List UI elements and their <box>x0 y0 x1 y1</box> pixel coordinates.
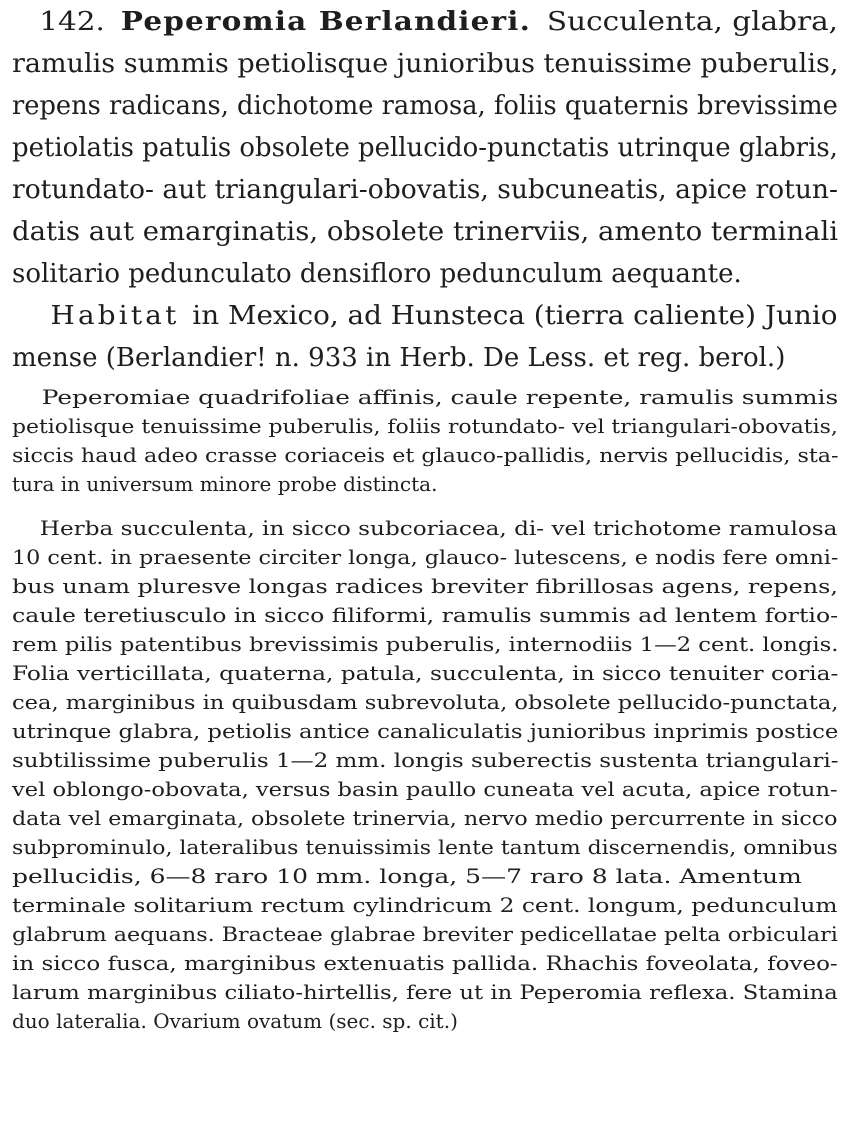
species-name: Peperomia Berlandieri. <box>120 7 531 37</box>
description-line-9: subtilissime puberulis 1—2 mm. longis suberectis sustenta triangulari- <box>12 748 839 772</box>
habitat-line-1 <box>12 296 837 336</box>
diagnosis-line-6: datis aut emarginatis, obsolete trinerviis, amento terminali <box>12 217 839 247</box>
habitat-label: Habitat <box>50 301 180 331</box>
affinity-line-4: tura in universum minore probe distincta. <box>12 472 438 496</box>
diagnosis-line-7: solitario pedunculato densifloro pedunculum aequante. <box>12 259 742 289</box>
diagnosis-text: Succulenta, glabra, <box>546 7 839 37</box>
affinity-line-2: petiolisque tenuissime puberulis, foliis rotundato- vel triangulari-obovatis, <box>12 414 838 438</box>
description-line-12: subprominulo, lateralibus tenuissimis lente tantum discernendis, omnibus <box>12 835 838 859</box>
description-line-2: 10 cent. in praesente circiter longa, glauco- lutescens, e nodis fere omni- <box>12 545 839 569</box>
description-line-5: rem pilis patentibus brevissimis puberulis, internodiis 1—2 cent. longis. <box>12 632 839 656</box>
affinity-line-3: siccis haud adeo crasse coriaceis et glauco-pallidis, nervis pellucidis, sta- <box>12 443 839 467</box>
description-line-6: Folia verticillata, quaterna, patula, succulenta, in sicco tenuiter coria- <box>12 661 839 685</box>
diagnosis-line-3: repens radicans, dichotome ramosa, foliis quaternis brevissime <box>12 91 838 121</box>
habitat-line-2: mense (Berlandier! n. 933 in Herb. De Less. et reg. berol.) <box>12 343 786 373</box>
description-line-7: cea, marginibus in quibusdam subrevoluta, obsolete pellucido-punctata, <box>12 690 839 714</box>
affinity-text: Peperomiae quadrifoliae affinis, caule repente, ramulis summis <box>41 385 839 409</box>
description-line-15: glabrum aequans. Bracteae glabrae breviter pedicellatae pelta orbiculari <box>12 922 838 946</box>
affinity-line-1 <box>12 383 838 412</box>
diagnosis-line-1 <box>12 2 838 42</box>
description-line-10: vel oblongo-obovata, versus basin paullo cuneata vel acuta, apice rotun- <box>12 777 838 801</box>
description-line-17: larum marginibus ciliato-hirtellis, fere ut in Peperomia reflexa. Stamina <box>12 980 838 1004</box>
description-line-18: duo lateralia. Ovarium ovatum (sec. sp. cit.) <box>12 1009 458 1033</box>
description-line-13: pellucidis, 6—8 raro 10 mm. longa, 5—7 raro 8 lata. Amentum <box>12 864 802 888</box>
entry-number: 142. <box>39 7 105 37</box>
description-line-16: in sicco fusca, marginibus extenuatis pallida. Rhachis foveolata, foveo- <box>12 951 838 975</box>
diagnosis-line-2: ramulis summis petiolisque junioribus tenuissime puberulis, <box>12 49 839 79</box>
habitat-text: in Mexico, ad Hunsteca (tierra caliente) Junio <box>192 301 838 331</box>
description-line-14: terminale solitarium rectum cylindricum 2 cent. longum, pedunculum <box>12 893 838 917</box>
description-line-8: utrinque glabra, petiolis antice canaliculatis junioribus inprimis postice <box>12 719 839 743</box>
diagnosis-line-5: rotundato- aut triangulari-obovatis, subcuneatis, apice rotun- <box>12 175 839 205</box>
description-text: Herba succulenta, in sicco subcoriacea, di- vel trichotome ramulosa <box>39 516 838 540</box>
description-line-3: bus unam pluresve longas radices breviter fibrillosas agens, repens, <box>12 574 838 598</box>
diagnosis-line-4: petiolatis patulis obsolete pellucido-punctatis utrinque glabris, <box>12 133 838 163</box>
description-line-4: caule teretiusculo in sicco filiformi, ramulis summis ad lentem fortio- <box>12 603 839 627</box>
description-line-1 <box>12 514 837 543</box>
description-line-11: data vel emarginata, obsolete trinervia, nervo medio percurrente in sicco <box>12 806 838 830</box>
